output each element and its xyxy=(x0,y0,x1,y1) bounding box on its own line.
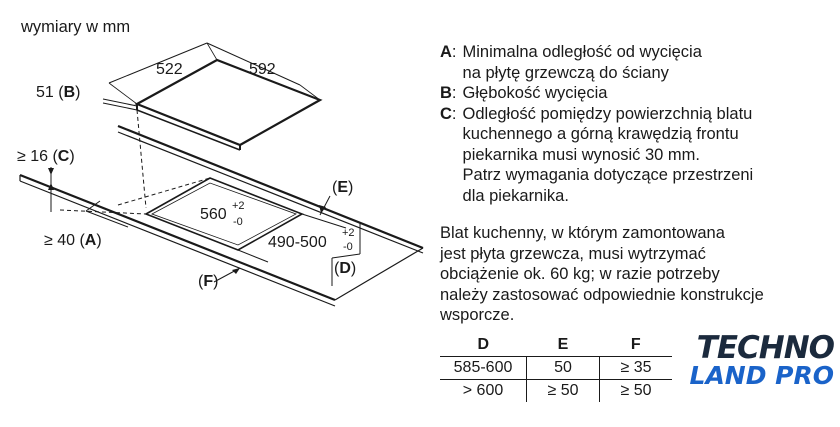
note-text: Głębokość wycięcia xyxy=(462,84,608,102)
cutout-width-label: 560 xyxy=(200,206,227,223)
table-header: D xyxy=(440,334,527,357)
note-b: B : Głębokość wycięcia xyxy=(440,84,608,102)
cutout-width-tol-plus: +2 xyxy=(232,200,245,212)
table-cell: ≥ 50 xyxy=(620,382,652,399)
logo-line-2: LAND PRO xyxy=(689,361,834,390)
logo xyxy=(664,330,834,390)
dim-d-line xyxy=(332,254,360,258)
hob-width-label: 592 xyxy=(249,61,276,78)
label-f: (F) xyxy=(198,273,219,290)
table-cell: 585-600 xyxy=(440,357,527,380)
label-e: (E) xyxy=(332,179,354,196)
cutout-depth-label: 490-500 xyxy=(268,234,327,251)
cutout-depth-tol-minus: -0 xyxy=(343,241,353,253)
hob-depth-label: 522 xyxy=(156,61,183,78)
logo-line-1: TECHNO xyxy=(696,330,834,366)
units-caption: wymiary w mm xyxy=(21,18,131,36)
front-gap-label: ≥ 40 (A) xyxy=(44,232,102,249)
note-key: C xyxy=(440,104,452,123)
note-key: B xyxy=(440,84,452,102)
note-text: Minimalna odległość od wycięcia na płytę grzewczą do ściany xyxy=(462,43,702,82)
load-paragraph: Blat kuchenny, w którym zamontowana jest płyta grzewcza, musi wytrzymać obciążenie ok. 60 kg; w razie potrzeby należy zastosować odpowiednie konstrukcje wsporcze. xyxy=(440,224,764,324)
dim-a-line xyxy=(86,211,128,227)
table-header: F xyxy=(600,334,673,357)
dash-line xyxy=(118,178,210,205)
hob-edge-bottom xyxy=(137,110,240,150)
worktop-back-top xyxy=(118,126,423,248)
note-c: C : Odległość pomiędzy powierzchnią blatu kuchennego a górną krawędzią frontu piekarnika musi wynosić 30 mm. Patrz wymagania dotyczące przestrzeni dla piekarnika. xyxy=(440,104,754,205)
table-cell: 50 xyxy=(527,357,600,380)
table-header: E xyxy=(527,334,600,357)
dash-line xyxy=(137,110,146,208)
dimensions-table xyxy=(440,334,672,402)
table-row xyxy=(440,357,672,380)
note-key: A xyxy=(440,43,452,61)
table-row xyxy=(440,380,672,403)
table-header-row xyxy=(440,334,672,357)
worktop-label: ≥ 16 (C) xyxy=(17,148,75,165)
note-text: Odległość pomiędzy powierzchnią blatu kuchennego a górną krawędzią frontu piekarnika musi wynosić 30 mm. Patrz wymagania dotyczące przestrzeni dla piekarnika. xyxy=(462,104,754,205)
cutout-depth-tol-plus: +2 xyxy=(342,227,355,239)
dim-depth-line xyxy=(238,250,268,262)
note-a: A : Minimalna odległość od wycięcia na płytę grzewczą do ściany xyxy=(440,43,702,82)
depth-label: 51 (B) xyxy=(36,84,81,101)
label-d: (D) xyxy=(334,260,357,277)
table-cell: > 600 xyxy=(440,380,527,403)
cutout-width-tol-minus: -0 xyxy=(233,216,243,228)
notes-list xyxy=(440,42,820,206)
table-cell: ≥ 35 xyxy=(600,357,673,380)
table-cell: ≥ 50 xyxy=(527,380,600,403)
